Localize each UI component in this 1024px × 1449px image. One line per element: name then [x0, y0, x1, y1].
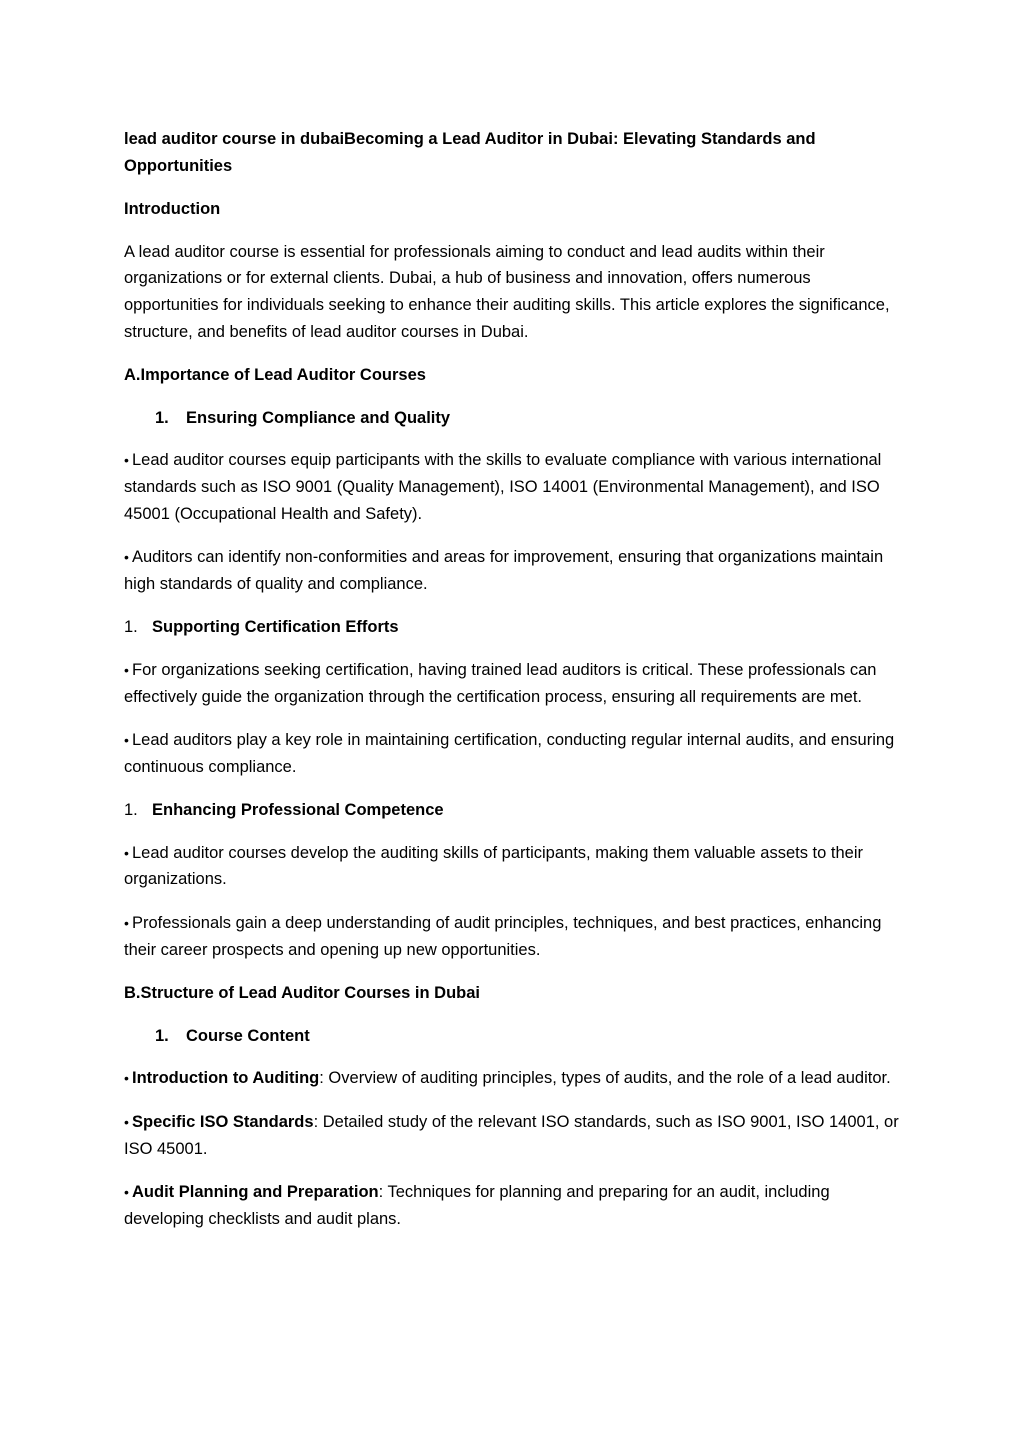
bullet-description: : Overview of auditing principles, types of audits, and the role of a lead auditor.: [319, 1069, 891, 1088]
section-a-subheading-2: [124, 614, 899, 641]
term-bullet-paragraph: [124, 1179, 899, 1232]
bullet-term: Introduction to Auditing: [132, 1069, 320, 1088]
bullet-icon: •: [124, 915, 129, 932]
subheading-label: Enhancing Professional Competence: [152, 801, 444, 820]
subheading-number: 1.: [155, 1026, 169, 1045]
bullet-term: Audit Planning and Preparation: [132, 1183, 379, 1202]
document-body: [124, 126, 899, 1249]
subheading-label: Supporting Certification Efforts: [152, 618, 399, 637]
subheading-label: Ensuring Compliance and Quality: [186, 408, 451, 427]
bullet-icon: •: [124, 1070, 129, 1087]
bullet-text: Auditors can identify non-conformities and areas for improvement, ensuring that organizations maintain high standards of quality and compliance.: [124, 548, 884, 593]
intro-paragraph: A lead auditor course is essential for professionals aiming to conduct and lead audits within their organizations or for external clients. Dubai, a hub of business and innovation, offers numerous opportunities for individuals seeking to enhance their auditing skills. This article explores the significance, structure, and benefits of lead auditor courses in Dubai.: [124, 242, 890, 341]
bullet-term: Specific ISO Standards: [132, 1113, 314, 1132]
term-bullet-paragraph: [124, 1109, 899, 1162]
document-title: lead auditor course in dubaiBecoming a Lead Auditor in Dubai: Elevating Standards and Opportunities: [124, 130, 816, 175]
bullet-paragraph: [124, 447, 899, 527]
bullet-text: Lead auditors play a key role in maintaining certification, conducting regular internal audits, and ensuring continuous compliance.: [124, 731, 895, 776]
subheading-label: Course Content: [186, 1026, 310, 1045]
bullet-icon: •: [124, 661, 129, 678]
bullet-icon: •: [124, 844, 129, 861]
subheading-number: 1.: [124, 618, 138, 637]
bullet-icon: •: [124, 732, 129, 749]
section-b-heading: B.Structure of Lead Auditor Courses in Dubai: [124, 984, 480, 1003]
bullet-icon: •: [124, 452, 129, 469]
section-b-subheading-1: [155, 1023, 899, 1050]
section-a-subheading-1: [155, 405, 899, 432]
bullet-text: Lead auditor courses develop the auditing skills of participants, making them valuable assets to their organizations.: [124, 843, 863, 889]
subheading-number: 1.: [124, 801, 138, 820]
section-a-subheading-3: [124, 797, 899, 824]
bullet-icon: •: [124, 1184, 129, 1201]
bullet-paragraph: [124, 657, 899, 710]
bullet-paragraph: [124, 544, 899, 597]
bullet-paragraph: [124, 727, 899, 780]
term-bullet-paragraph: [124, 1065, 899, 1092]
intro-heading: Introduction: [124, 200, 221, 219]
bullet-description: : Detailed study of the relevant ISO standards, such as ISO 9001, ISO 14001, or ISO 45001.: [124, 1113, 899, 1158]
bullet-paragraph: [124, 910, 899, 963]
bullet-icon: •: [124, 1114, 129, 1131]
bullet-text: For organizations seeking certification, having trained lead auditors is critical. These professionals can effectively guide the organization through the certification process, ensuring all requirements are met.: [124, 660, 877, 706]
bullet-text: Lead auditor courses equip participants with the skills to evaluate compliance with various international standards such as ISO 9001 (Quality Management), ISO 14001 (Environmental Management), and ISO 45001 (Occupational Health and Safety).: [124, 451, 882, 523]
bullet-paragraph: [124, 840, 899, 893]
bullet-description: : Techniques for planning and preparing for an audit, including developing checklists and audit plans.: [124, 1183, 830, 1228]
subheading-number: 1.: [155, 408, 169, 427]
section-a-heading: A.Importance of Lead Auditor Courses: [124, 366, 426, 385]
bullet-text: Professionals gain a deep understanding of audit principles, techniques, and best practices, enhancing their career prospects and opening up new opportunities.: [124, 914, 882, 959]
bullet-icon: •: [124, 549, 129, 566]
